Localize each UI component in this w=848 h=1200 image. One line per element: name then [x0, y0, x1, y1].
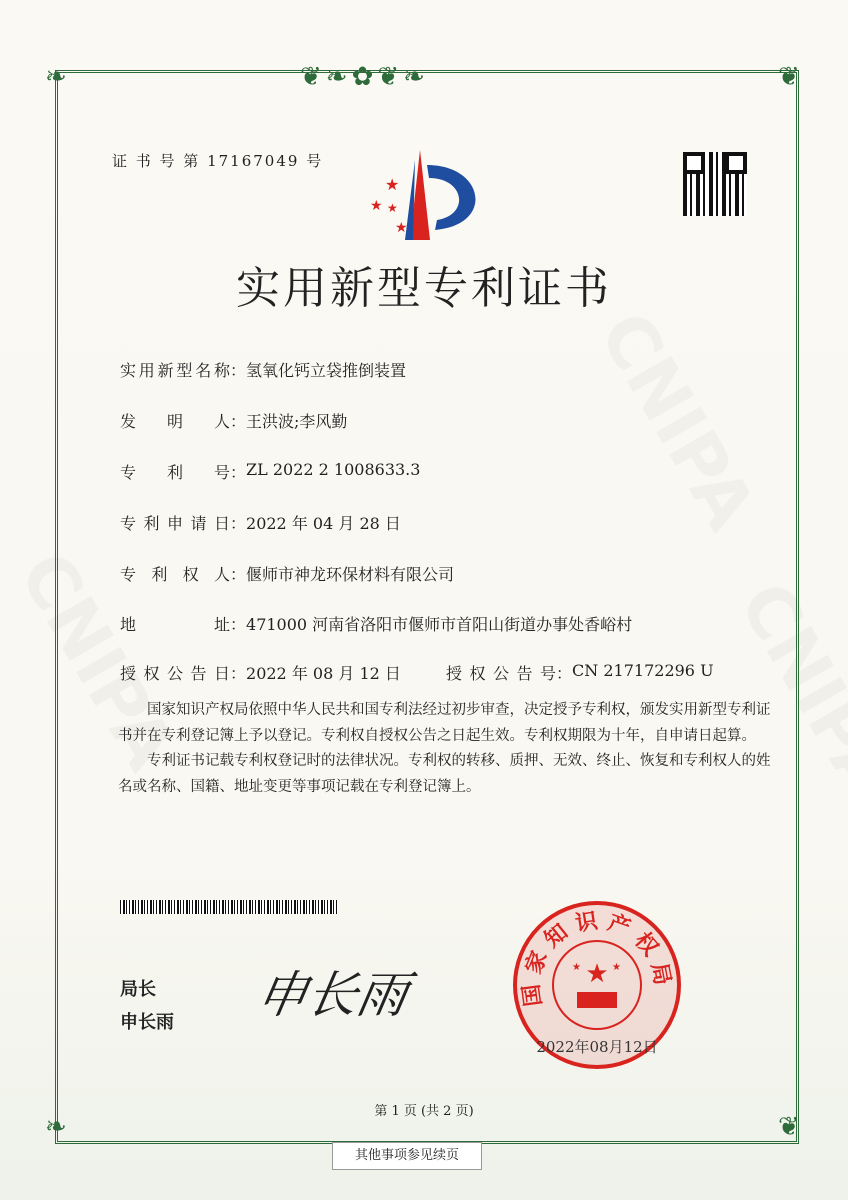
official-seal [512, 900, 682, 1070]
colon: ： [230, 412, 247, 431]
certificate-body [118, 698, 778, 800]
ornament-icon: ❧ [45, 1112, 67, 1142]
colon: ： [556, 664, 573, 683]
field-label: 专利权人 [120, 565, 230, 584]
certificate-number: 证 书 号 第 17167049 号 [112, 152, 324, 170]
barcode [120, 900, 338, 914]
colon: ： [230, 565, 247, 584]
field-row [120, 562, 454, 585]
field-label: 授权公告日 [120, 664, 230, 683]
field-row [120, 358, 406, 381]
svg-text:★: ★ [370, 198, 383, 214]
field-row [120, 511, 401, 534]
paragraph: 专利证书记载专利权登记时的法律状况。专利权的转移、质押、无效、终止、恢复和专利权人的姓名或名称、国籍、地址变更等事项记载在专利登记簿上。 [118, 753, 771, 795]
certificate-title: 实用新型专利证书 [236, 263, 612, 314]
field-value: 王洪波;李风勤 [246, 412, 348, 431]
star-icon: ★ [585, 959, 609, 989]
page-number: 第 1 页 (共 2 页) [374, 1104, 474, 1119]
ornament-icon: ❦❧✿❦❧ [300, 62, 429, 92]
svg-text:★: ★ [395, 220, 408, 236]
field-value: 偃师市神龙环保材料有限公司 [246, 565, 455, 584]
field-value: CN 217172296 U [572, 661, 714, 680]
field-row [120, 661, 714, 684]
cnipa-logo-icon [365, 150, 490, 245]
field-value: ZL 2022 2 1008633.3 [246, 460, 421, 479]
field-label: 授权公告号 [446, 664, 557, 683]
field-row [120, 460, 420, 483]
colon: ： [230, 463, 247, 482]
ornament-icon: ❦ [778, 62, 800, 92]
field-label: 发明人 [120, 412, 230, 431]
signatory-title: 局长 [120, 979, 156, 1000]
signatory-name: 申长雨 [120, 1012, 174, 1033]
field-value: 2022 年 04 月 28 日 [246, 514, 401, 533]
colon: ： [230, 361, 247, 380]
ornament-icon: ❦ [778, 1112, 800, 1142]
handwritten-signature: 申长雨 [252, 966, 413, 1024]
svg-text:★: ★ [612, 962, 621, 973]
svg-text:★: ★ [572, 962, 581, 973]
ornament-icon: ❧ [45, 62, 67, 92]
field-row [120, 409, 347, 432]
svg-text:★: ★ [387, 201, 398, 215]
qr-code [683, 152, 747, 216]
paragraph: 国家知识产权局依照中华人民共和国专利法经过初步审查，决定授予专利权，颁发实用新型专利证书并在专利登记簿上予以登记。专利权自授权公告之日起生效。专利权期限为十年，自申请日起算。 [118, 702, 771, 744]
colon: ： [230, 615, 247, 634]
colon: ： [230, 514, 247, 533]
colon: ： [230, 664, 247, 683]
field-value: 氢氧化钙立袋推倒装置 [246, 361, 407, 380]
field-value: 471000 河南省洛阳市偃师市首阳山街道办事处香峪村 [246, 615, 633, 634]
seal-date: 2022年08月12日 [536, 1038, 658, 1056]
svg-text:★: ★ [385, 175, 400, 194]
field-row [120, 612, 632, 635]
field-label: 实用新型名称 [120, 361, 230, 380]
seal-org-text: 国 家 知 识 产 权 局 [518, 907, 676, 1008]
field-label: 地址 [120, 615, 230, 634]
field-label: 专利号 [120, 463, 230, 482]
field-value: 2022 年 08 月 12 日 [246, 664, 401, 683]
continuation-note: 其他事项参见续页 [332, 1142, 482, 1170]
field-label: 专利申请日 [120, 514, 230, 533]
